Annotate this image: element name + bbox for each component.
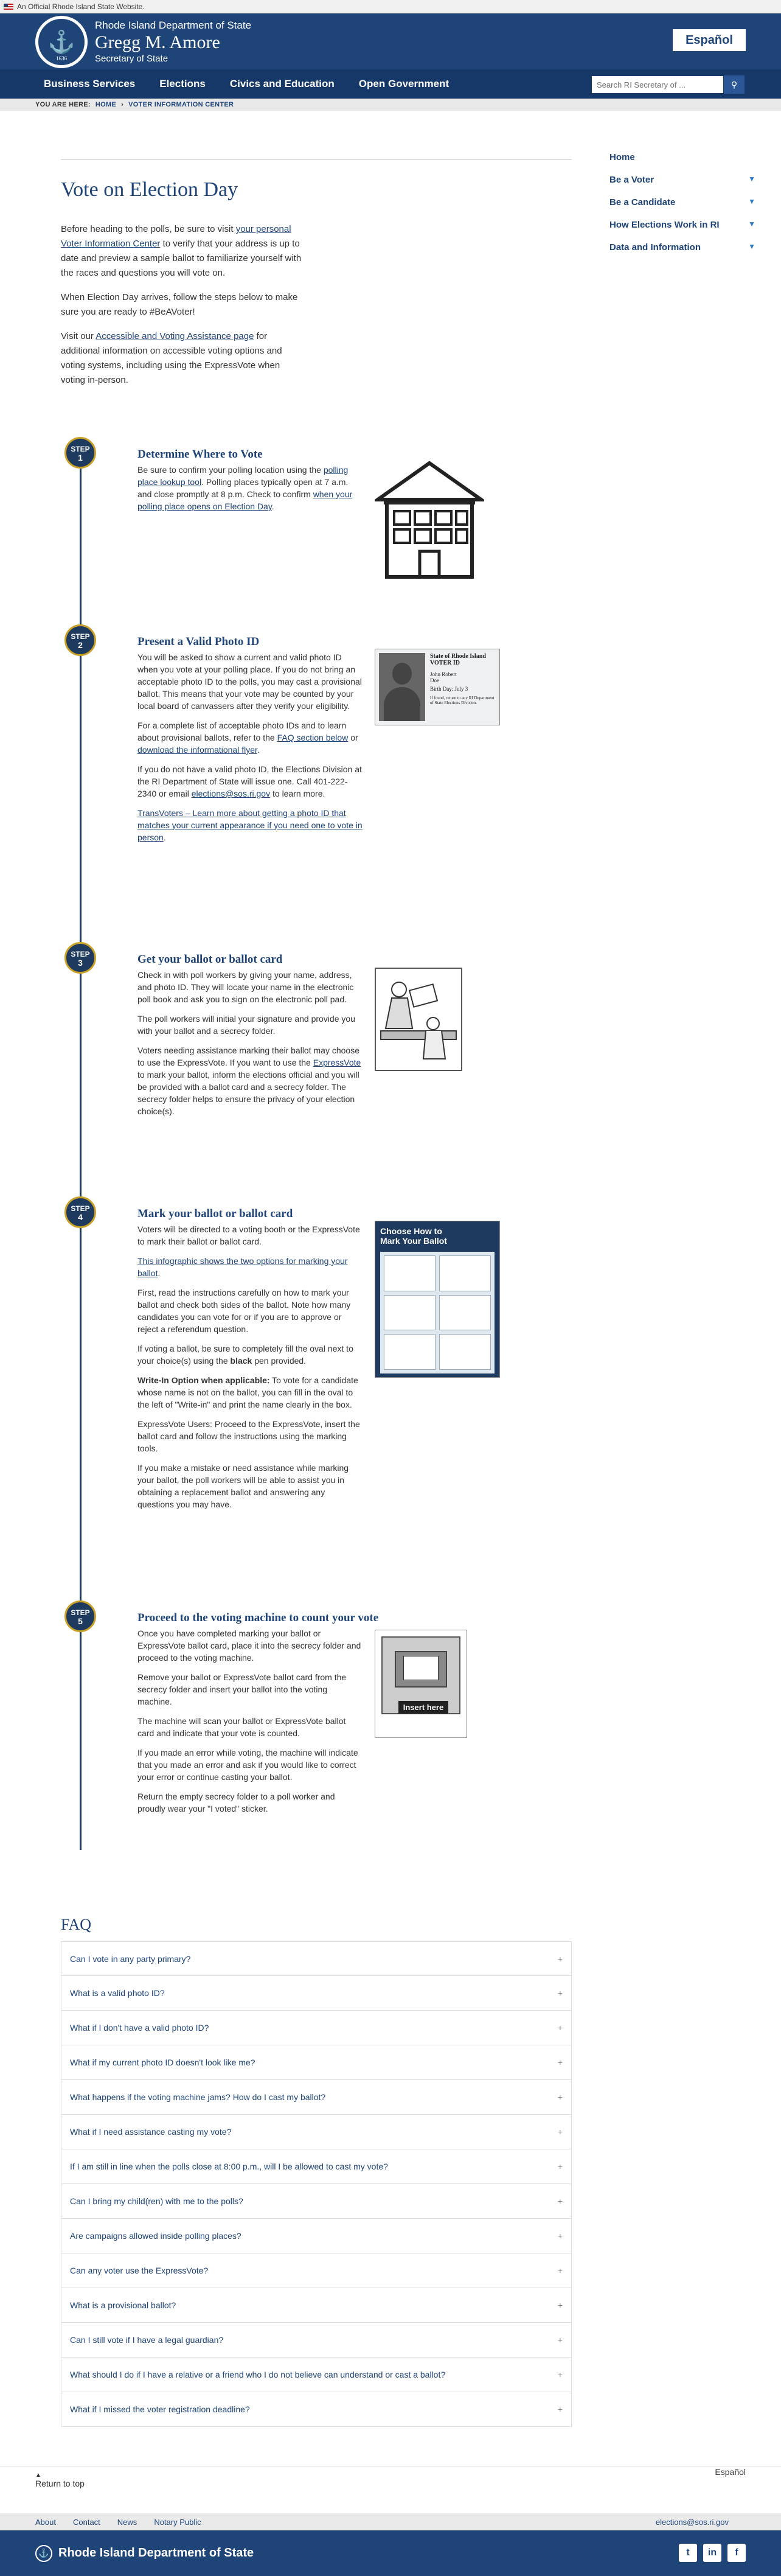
step-1: Determine Where to Vote Be sure to confirm your polling location using the polling place lookup tool. Polling places typically open at 7 a.m. and close promptly at 8 p.m. Check to confirm when your polling place opens on Election Day. (137, 448, 363, 520)
breadcrumb (0, 99, 781, 111)
return-to-top-link[interactable]: ▲ Return to top (35, 2472, 85, 2488)
sidebar-item-home[interactable] (609, 152, 755, 162)
faq-question-text: Can I still vote if I have a legal guardian? (70, 2335, 224, 2345)
ballot-infographic-link[interactable]: This infographic shows the two options for marking your ballot (137, 1256, 348, 1278)
infographic-panels (380, 1252, 495, 1374)
plus-icon[interactable]: + (557, 2404, 563, 2414)
linkedin-icon[interactable]: in (703, 2544, 721, 2562)
faq-question[interactable] (61, 2149, 572, 2184)
divider (61, 159, 572, 160)
nav-civics-education[interactable]: Civics and Education (229, 78, 335, 89)
intro-paragraph: When Election Day arrives, follow the steps below to make sure you are ready to #BeAVoter! (61, 292, 298, 317)
faq-question[interactable] (61, 2011, 572, 2045)
faq-question-text: What if I don't have a valid photo ID? (70, 2023, 209, 2033)
informational-flyer-link[interactable]: download the informational flyer (137, 745, 257, 755)
step-title: Determine Where to Vote (137, 448, 263, 461)
faq-question[interactable] (61, 2045, 572, 2080)
faq-question[interactable] (61, 2080, 572, 2115)
plus-icon[interactable]: + (557, 2196, 563, 2206)
faq-question-text: What if I missed the voter registration deadline? (70, 2404, 250, 2414)
faq-question-text: Can I bring my child(ren) with me to the polls? (70, 2196, 243, 2206)
nav-elections[interactable]: Elections (159, 78, 206, 89)
faq-question[interactable] (61, 2392, 572, 2427)
insert-here-label: Insert here (398, 1701, 448, 1714)
sidebar-nav (609, 152, 755, 265)
voter-info-center-link[interactable]: your personal Voter Information Center (61, 224, 291, 249)
faq-question-text: What if my current photo ID doesn't look like me? (70, 2058, 255, 2067)
twitter-icon[interactable]: t (679, 2544, 697, 2562)
sidebar-item-label: Home (609, 152, 635, 162)
plus-icon[interactable]: + (557, 2335, 563, 2345)
nav-open-government[interactable]: Open Government (358, 78, 450, 89)
footer-dept-name: Rhode Island Department of State (58, 2546, 254, 2560)
breadcrumb-label: YOU ARE HERE: (35, 101, 91, 108)
sidebar-item-label: Be a Voter (609, 175, 654, 185)
sidebar-item-label: Be a Candidate (609, 197, 676, 208)
footer-link-news[interactable]: News (117, 2517, 137, 2527)
intro-paragraph: Visit our Accessible and Voting Assistance page for additional information on accessible voting options and voting systems, including using the ExpressVote when voting in-person. (61, 331, 282, 385)
faq-question[interactable] (61, 2253, 572, 2288)
faq-question[interactable] (61, 1941, 572, 1976)
step-3-badge: STEP 3 (64, 942, 96, 974)
poll-worker-checkin-illustration (375, 968, 462, 1071)
official-banner-text: An Official Rhode Island State Website. (17, 2, 145, 11)
plus-icon[interactable]: + (557, 2092, 563, 2102)
nav-business-services[interactable]: Business Services (44, 78, 136, 89)
intro-text (61, 222, 572, 388)
faq-question-text: What is a valid photo ID? (70, 1988, 165, 1998)
footer-language-link[interactable]: Español (715, 2467, 746, 2477)
polling-place-building-illustration (375, 460, 484, 582)
official-website-banner (0, 0, 781, 13)
search-input[interactable] (591, 75, 724, 94)
footer-link-notary[interactable]: Notary Public (154, 2517, 201, 2527)
plus-icon[interactable]: + (557, 1988, 563, 1998)
chevron-down-icon[interactable]: ▼ (748, 220, 755, 228)
step-title: Proceed to the voting machine to count your vote (137, 1611, 379, 1624)
faq-question[interactable] (61, 2115, 572, 2149)
faq-question[interactable] (61, 2323, 572, 2358)
secretary-role: Secretary of State (95, 54, 168, 64)
main-content (61, 159, 572, 397)
ballot-infographic-image[interactable] (375, 1221, 500, 1378)
faq-question[interactable] (61, 2288, 572, 2323)
department-name[interactable]: Rhode Island Department of State (95, 19, 252, 31)
anchor-icon: ⚓ (47, 29, 75, 54)
polling-place-hours-link[interactable]: when your polling place opens on Election Day (137, 489, 353, 511)
step-2-badge: STEP 2 (64, 624, 96, 656)
faq-question-text: What should I do if I have a relative or a friend who I do not believe can understand or cast a ballot? (70, 2370, 446, 2379)
plus-icon[interactable]: + (557, 2023, 563, 2033)
sidebar-item-label: Data and Information (609, 242, 701, 253)
footer-email-link[interactable]: elections@sos.ri.gov (655, 2517, 729, 2527)
sidebar-item-how-elections-work[interactable] (609, 220, 755, 230)
social-links (679, 2544, 746, 2562)
sidebar-item-be-a-voter[interactable] (609, 175, 755, 185)
chevron-down-icon[interactable]: ▼ (748, 197, 755, 206)
state-seal-logo[interactable] (35, 16, 88, 68)
faq-section (61, 1916, 572, 2427)
faq-question[interactable] (61, 2184, 572, 2219)
facebook-icon[interactable]: f (727, 2544, 746, 2562)
building-roof (378, 463, 481, 500)
plus-icon[interactable]: + (557, 1953, 563, 1964)
faq-question-text: Are campaigns allowed inside polling places? (70, 2231, 241, 2241)
search-icon: ⚲ (731, 79, 738, 89)
building-door (420, 551, 439, 577)
step-title: Present a Valid Photo ID (137, 635, 260, 648)
faq-question-text: What if I need assistance casting my vote? (70, 2127, 232, 2137)
faq-question-text: What happens if the voting machine jams? How do I cast my ballot? (70, 2092, 326, 2102)
faq-question[interactable] (61, 1976, 572, 2011)
chevron-down-icon[interactable]: ▼ (748, 175, 755, 183)
chevron-down-icon[interactable]: ▼ (748, 242, 755, 251)
step-3: Get your ballot or ballot card Check in with poll workers by giving your name, address, and photo ID. They will locate your name in the electronic poll book and ask you to sign on the electronic poll pad. The poll workers will initial your signature and provide you with your ballot and a secrecy folder. Voters needing assistance marking their ballot may choose to use the ExpressVote. If you want to use the ExpressVote to mark your ballot, inform the elections official and you will be provided with a ballot card and a secrecy folder. The secrecy folder helps to ensure the privacy of your election choice(s). (137, 953, 363, 1125)
page-title: Vote on Election Day (61, 178, 238, 201)
site-search (591, 75, 745, 94)
anchor-icon: ⚓ (35, 2545, 52, 2562)
plus-icon[interactable]: + (557, 2231, 563, 2241)
espanol-language-button[interactable]: Español (673, 29, 746, 51)
plus-icon[interactable]: + (557, 2162, 563, 2171)
plus-icon[interactable]: + (557, 2370, 563, 2379)
site-header (0, 13, 781, 69)
step-title: Get your ballot or ballot card (137, 953, 283, 966)
faq-question-text: Can I vote in any party primary? (70, 1953, 191, 1964)
search-button[interactable] (724, 75, 745, 94)
faq-title: FAQ (61, 1916, 92, 1933)
elections-email-link[interactable]: elections@sos.ri.gov (191, 789, 271, 798)
footer-links (0, 2513, 781, 2530)
faq-question-text: If I am still in line when the polls close at 8:00 p.m., will I be allowed to cast my vote? (70, 2162, 388, 2171)
step-4-badge: STEP 4 (64, 1196, 96, 1228)
plus-icon[interactable]: + (557, 2300, 563, 2310)
footer-link-contact[interactable]: Contact (72, 2517, 100, 2527)
step-5-badge: STEP 5 (64, 1600, 96, 1632)
plus-icon[interactable]: + (557, 2058, 563, 2067)
voting-machine-illustration (375, 1630, 467, 1738)
faq-section-link[interactable]: FAQ section below (277, 733, 349, 742)
us-flag-icon (4, 4, 13, 10)
breadcrumb-current[interactable]: VOTER INFORMATION CENTER (128, 101, 234, 108)
step-title: Mark your ballot or ballot card (137, 1207, 293, 1220)
step-5: Proceed to the voting machine to count your vote Once you have completed marking your ballot or ExpressVote ballot card, place it into the secrecy folder and proceed to the voting machine. Remove your ballot or ExpressVote ballot card from the secrecy folder and insert your ballot into the voting machine. The machine will scan your ballot or ExpressVote ballot card and indicate that your vote is counted. If you made an error while voting, the machine will indicate that you made an error and ask if you would like to correct your error or continue casting your ballot. Return the empty secrecy folder to a poll worker and proudly wear your "I voted" sticker. (137, 1611, 363, 1822)
step-1-badge: STEP 1 (64, 437, 96, 469)
transvoters-link[interactable]: TransVoters – Learn more about getting a photo ID that matches your current appearance if you need one to vote in person (137, 808, 363, 842)
faq-question-text: What is a provisional ballot? (70, 2300, 176, 2310)
faq-question[interactable] (61, 2358, 572, 2392)
footer-link-about[interactable]: About (35, 2517, 56, 2527)
sidebar-item-label: How Elections Work in RI (609, 220, 720, 230)
accessible-voting-link[interactable]: Accessible and Voting Assistance page (95, 331, 254, 341)
seal-year: 1636 (56, 55, 67, 61)
expressvote-link[interactable]: ExpressVote (313, 1058, 361, 1067)
plus-icon[interactable]: + (557, 2127, 563, 2137)
id-photo (379, 653, 425, 721)
faq-question[interactable] (61, 2219, 572, 2253)
plus-icon[interactable]: + (557, 2266, 563, 2275)
sidebar-item-be-a-candidate[interactable] (609, 197, 755, 208)
polling-place-lookup-link[interactable]: polling place lookup tool (137, 465, 349, 487)
infographic-title: Choose How to Mark Your Ballot (380, 1226, 447, 1246)
step-2: Present a Valid Photo ID You will be asked to show a current and valid photo ID when you vote at your polling place. If you do not bring an acceptable photo ID to the polls, you may cast a provisional ballot. This means that your vote may be counted by your local board of canvassers after they verify your eligibility. For a complete list of acceptable photo IDs and to learn about provisional ballots, refer to the FAQ section below or download the informational flyer. If you do not have a valid photo ID, the Elections Division at the RI Department of State will issue one. Call 401-222-2340 or email elections@sos.ri.gov to learn more. TransVoters – Learn more about getting a photo ID that matches your current appearance if you need one to vote in person. (137, 635, 363, 842)
main-navigation (0, 69, 781, 99)
step-4: Mark your ballot or ballot card Voters will be directed to a voting booth or the ExpressVote to mark their ballot or ballot card. This infographic shows the two options for marking your ballot. First, read the instructions carefully on how to mark your ballot and check both sides of the ballot. Note how many candidates you can vote for or if you are to approve or reject a referendum question. If voting a ballot, be sure to completely fill the oval next to your choice(s) using the black pen provided. Write-In Option when applicable: To vote for a candidate whose name is not on the ballot, you can fill in the oval to the left of "Write-in" and print the name clearly in the box. ExpressVote Users: Proceed to the ExpressVote, insert the ballot card and follow the instructions using the marking tools. If you make a mistake or need assistance while marking your ballot, the poll workers will be able to assist you in obtaining a replacement ballot and answering any questions you may have. (137, 1207, 363, 1518)
footer-bar (0, 2530, 781, 2576)
breadcrumb-home[interactable]: HOME (95, 101, 117, 108)
faq-question-text: Can any voter use the ExpressVote? (70, 2266, 209, 2275)
voter-id-card-illustration: State of Rhode Island VOTER ID John Robert Doe Birth Day: July 3 If found, return to any RI Department of State Elections Division. (375, 649, 500, 725)
arrow-up-icon: ▲ (35, 2472, 41, 2479)
sidebar-item-data-information[interactable] (609, 242, 755, 253)
intro-paragraph: Before heading to the polls, be sure to visit your personal Voter Information Center to verify that your address is up to date and preview a sample ballot to familiarize yourself with the races and questions you will vote on. (61, 224, 302, 278)
chevron-right-icon: › (121, 101, 124, 108)
building-windows (394, 511, 467, 543)
secretary-name[interactable]: Gregg M. Amore (95, 32, 220, 52)
